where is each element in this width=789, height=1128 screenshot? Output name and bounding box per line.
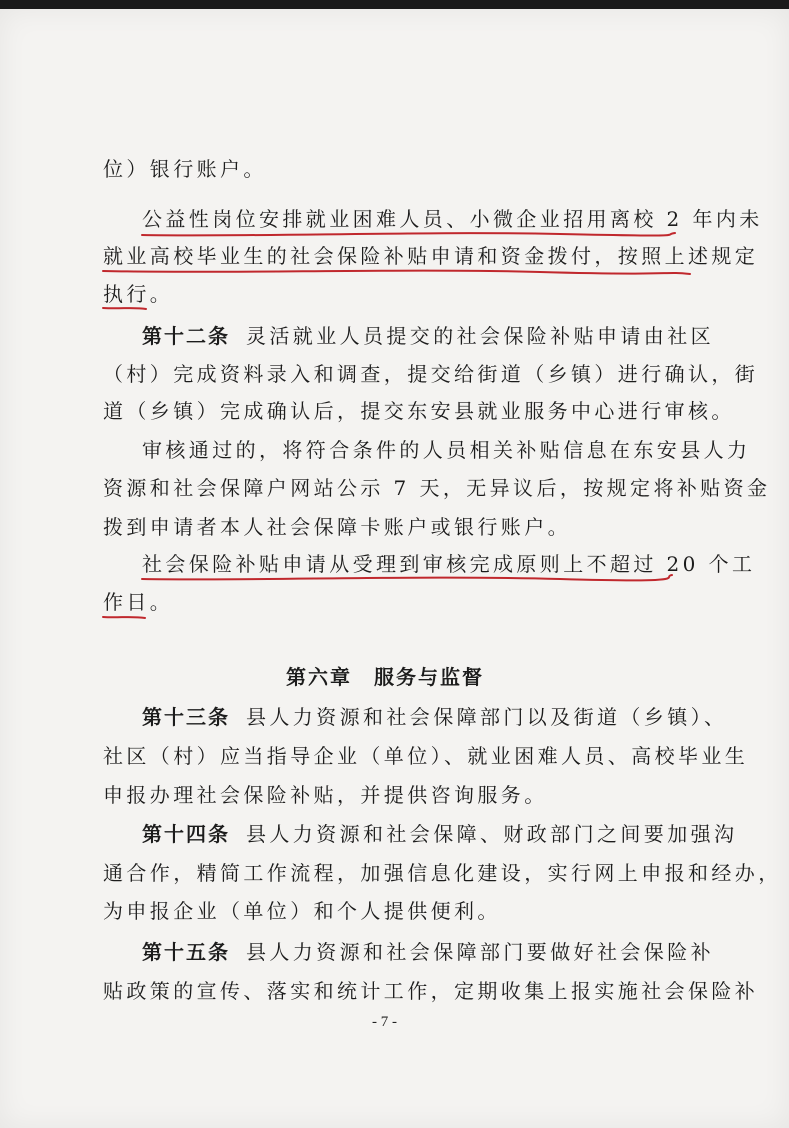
- underline-mark: [103, 271, 690, 274]
- text-line: 县人力资源和社会保障、财政部门之间要加强沟: [246, 822, 738, 846]
- underline-mark: [103, 617, 145, 618]
- article-label: 第十五条: [142, 940, 230, 964]
- text-line: 道（乡镇）完成确认后，提交东安县就业服务中心进行审核。: [103, 399, 735, 423]
- text-line: 灵活就业人员提交的社会保险补贴申请由社区: [246, 324, 714, 348]
- article-label: 第十三条: [142, 705, 230, 729]
- chapter-heading: 第六章 服务与监督: [286, 665, 484, 689]
- text-line: 审核通过的，将符合条件的人员相关补贴信息在东安县人力: [142, 438, 751, 462]
- text-line: 社会保险补贴申请从受理到审核完成原则上不超过 20 个工: [142, 552, 756, 576]
- text-line: 资源和社会保障户网站公示 7 天，无异议后，按规定将补贴资金: [103, 476, 771, 500]
- page-number: - 7 -: [372, 1014, 397, 1030]
- text-line: 作日。: [103, 590, 174, 614]
- text-line: 申报办理社会保险补贴，并提供咨询服务。: [103, 783, 548, 807]
- text-line: 县人力资源和社会保障部门要做好社会保险补: [246, 940, 714, 964]
- text-line: 执行。: [103, 282, 174, 306]
- article-label: 第十四条: [142, 822, 230, 846]
- text-line: 通合作，精简工作流程，加强信息化建设，实行网上申报和经办，: [103, 861, 782, 885]
- text-line: 就业高校毕业生的社会保险补贴申请和资金拨付，按照上述规定: [103, 244, 759, 268]
- text-line: 位）银行账户。: [103, 157, 267, 181]
- document-page: [0, 9, 789, 1128]
- text-line: 社区（村）应当指导企业（单位）、就业困难人员、高校毕业生: [103, 744, 749, 768]
- text-line: 公益性岗位安排就业困难人员、小微企业招用离校 2 年内未: [142, 207, 763, 231]
- scan-top-border: [0, 0, 789, 9]
- article-label: 第十二条: [142, 324, 230, 348]
- text-line: 县人力资源和社会保障部门以及街道（乡镇）、: [246, 705, 728, 729]
- text-line: 为申报企业（单位）和个人提供便利。: [103, 899, 501, 923]
- text-line: 贴政策的宣传、落实和统计工作，定期收集上报实施社会保险补: [103, 979, 759, 1003]
- text-line: 拨到申请者本人社会保障卡账户或银行账户。: [103, 515, 571, 539]
- text-line: （村）完成资料录入和调查，提交给街道（乡镇）进行确认，街: [103, 362, 759, 386]
